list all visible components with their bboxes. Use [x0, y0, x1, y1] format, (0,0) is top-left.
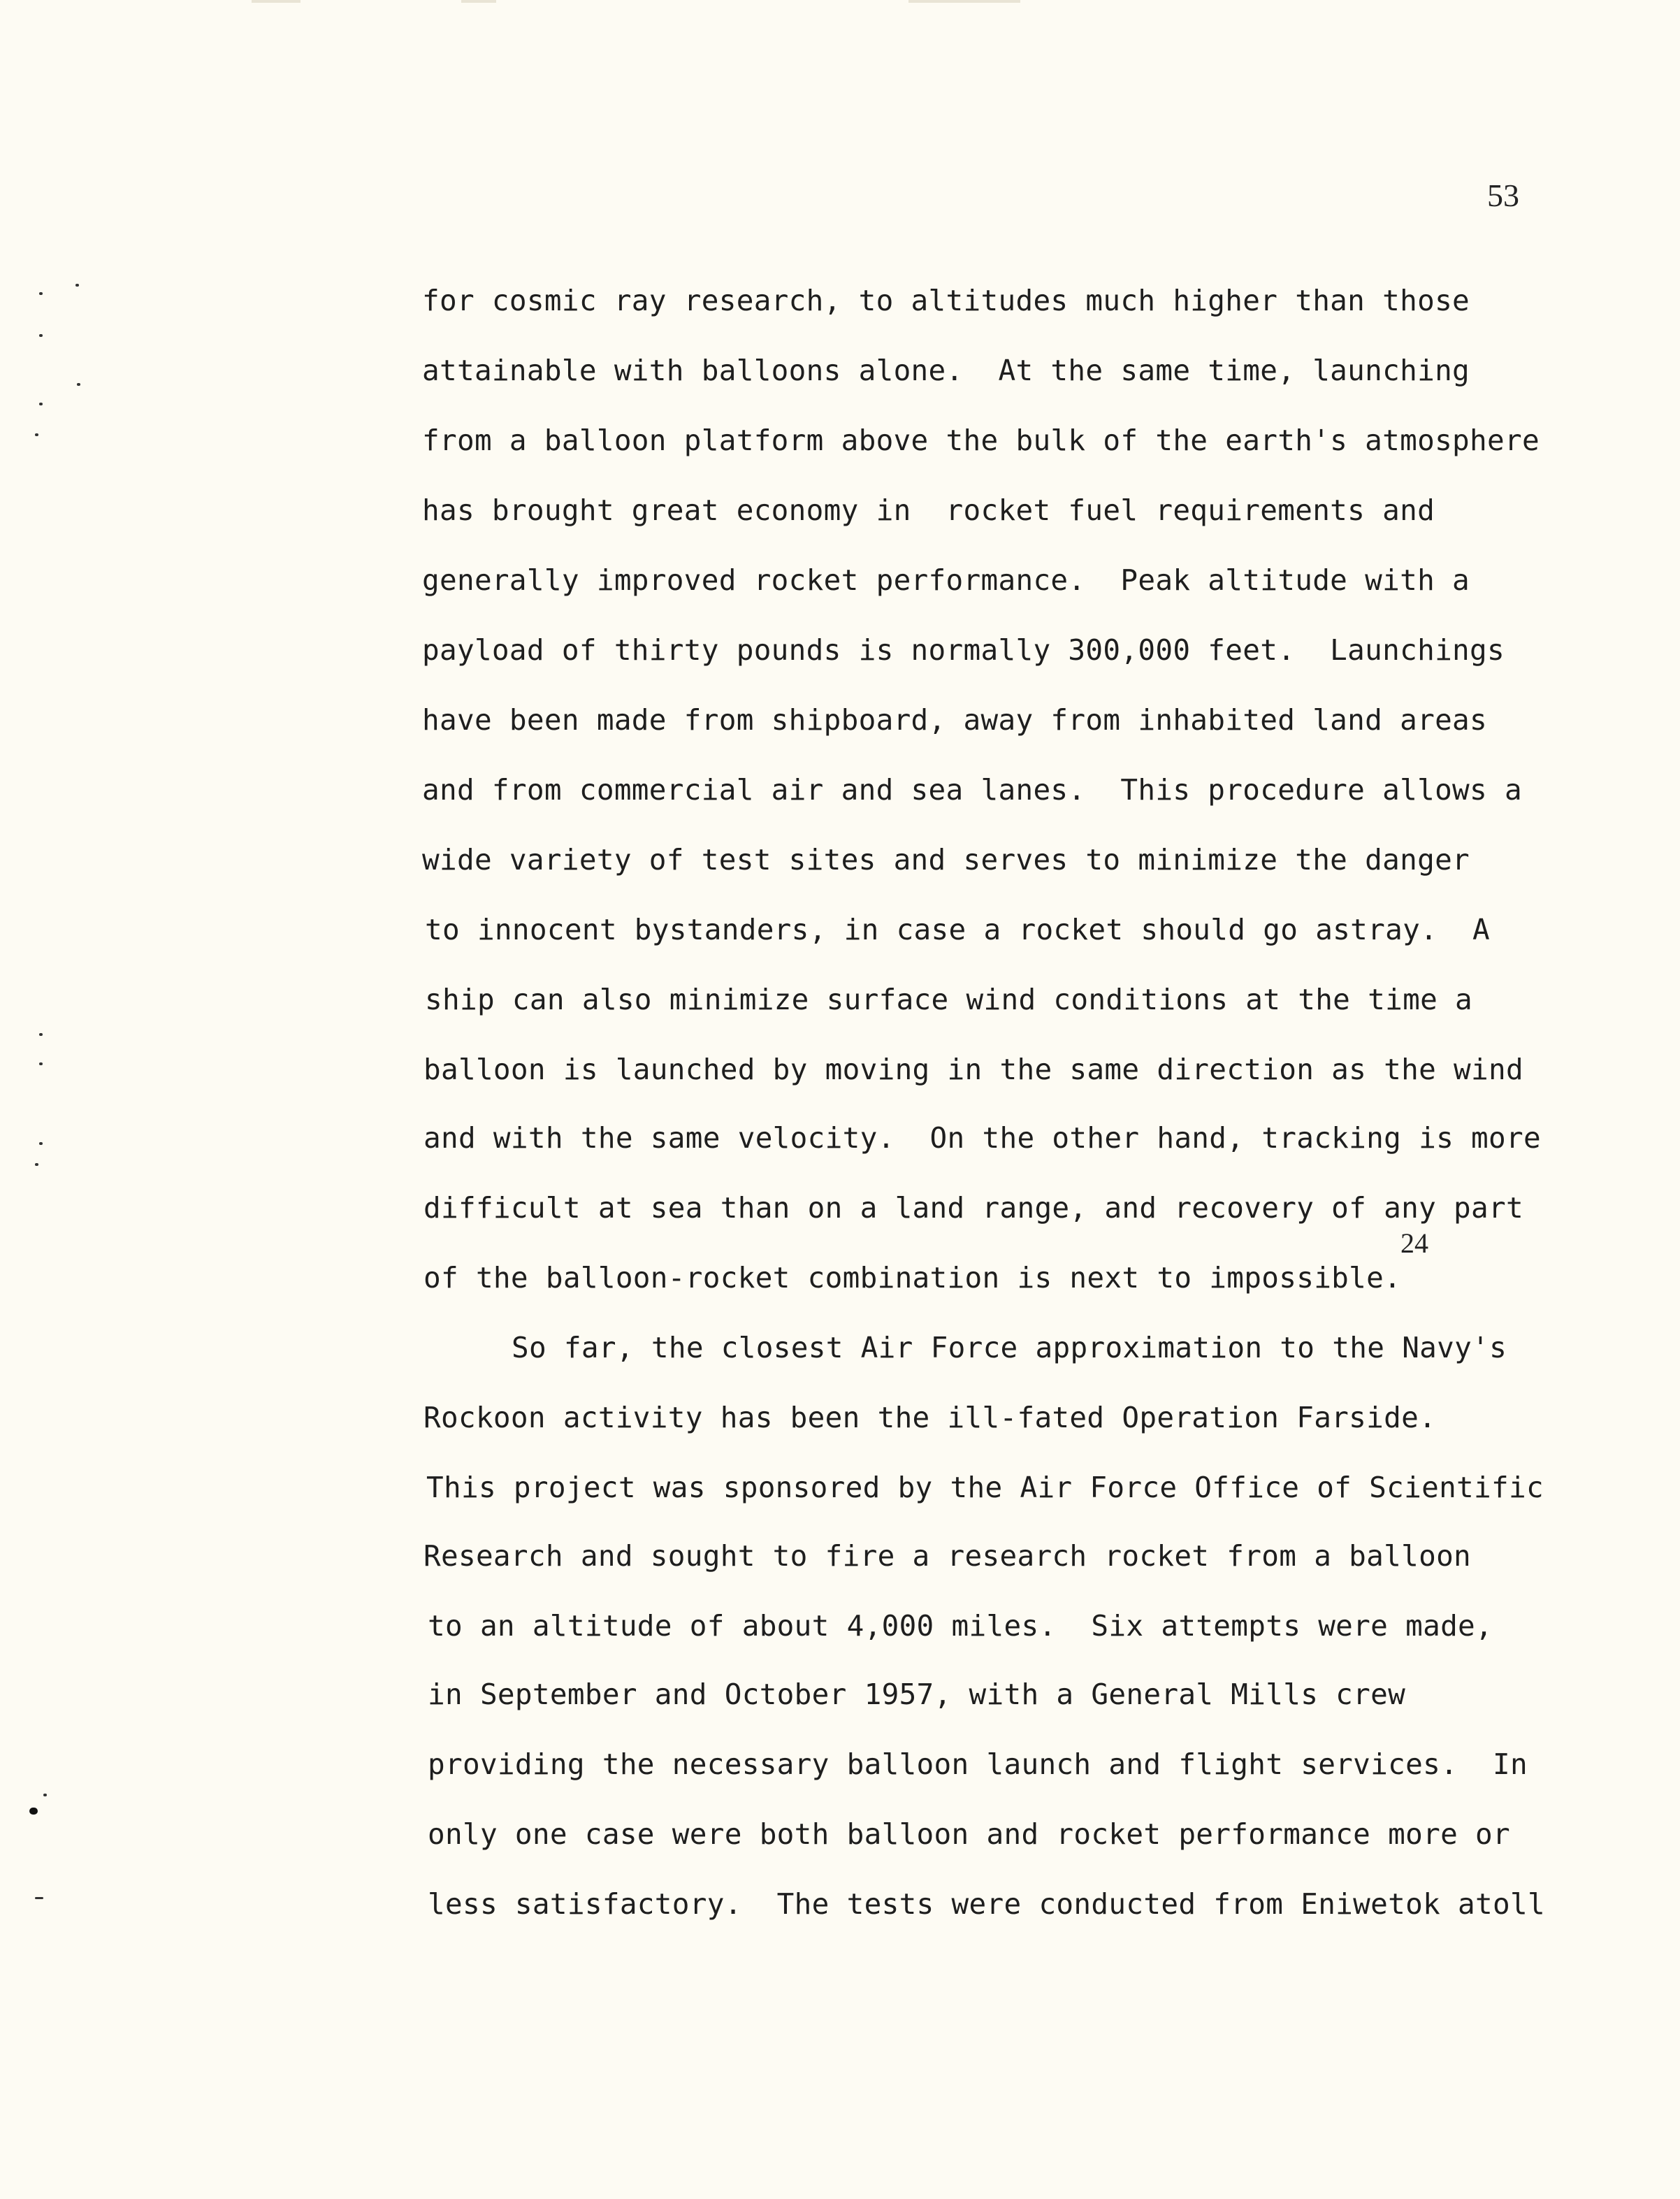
text-line: balloon is launched by moving in the same direction as the wind: [423, 1053, 1523, 1086]
text-line: to innocent bystanders, in case a rocket should go astray. A: [425, 913, 1491, 946]
page-number: 53: [1487, 178, 1519, 213]
margin-mark: [75, 284, 79, 287]
text-line: wide variety of test sites and serves to minimize the danger: [422, 843, 1470, 877]
text-line: providing the necessary balloon launch and flight services. In: [428, 1747, 1528, 1781]
text-line: has brought great economy in rocket fuel requirements and: [422, 493, 1435, 527]
margin-mark: [39, 1142, 43, 1145]
margin-mark: [29, 1808, 38, 1815]
paragraph-first-line: So far, the closest Air Force approximation to the Navy's: [512, 1331, 1507, 1364]
text-line: generally improved rocket performance. Peak altitude with a: [422, 563, 1470, 597]
text-line: Rockoon activity has been the ill-fated Operation Farside.: [423, 1401, 1437, 1434]
top-edge-mark: [252, 0, 300, 3]
text-line: have been made from shipboard, away from inhabited land areas: [422, 703, 1488, 737]
margin-mark: [35, 1163, 38, 1166]
text-line: and with the same velocity. On the other hand, tracking is more: [423, 1121, 1541, 1155]
text-line: from a balloon platform above the bulk of the earth's atmosphere: [422, 424, 1540, 457]
margin-mark: [39, 403, 43, 405]
top-edge-mark: [461, 0, 496, 3]
text-line: Research and sought to fire a research rocket from a balloon: [423, 1539, 1472, 1573]
text-line: attainable with balloons alone. At the same time, launching: [422, 354, 1470, 387]
text-line: payload of thirty pounds is normally 300,000 feet. Launchings: [422, 633, 1505, 667]
margin-mark: [39, 1033, 43, 1036]
text-line: for cosmic ray research, to altitudes much higher than those: [422, 284, 1470, 317]
text-line: only one case were both balloon and rocket performance more or: [428, 1817, 1511, 1851]
text-line: ship can also minimize surface wind conditions at the time a: [425, 983, 1473, 1016]
text-line: difficult at sea than on a land range, and recovery of any part: [423, 1191, 1523, 1225]
margin-mark: [43, 1794, 47, 1796]
text-line: of the balloon-rocket combination is next to impossible.: [423, 1261, 1402, 1295]
text-line: This project was sponsored by the Air Force Office of Scientific: [426, 1471, 1544, 1504]
text-line: less satisfactory. The tests were conducted from Eniwetok atoll: [428, 1887, 1545, 1921]
margin-mark: [39, 334, 43, 337]
text-line: in September and October 1957, with a General Mills crew: [428, 1678, 1406, 1711]
margin-mark: [35, 1897, 43, 1899]
margin-mark: [35, 433, 38, 436]
margin-mark: [77, 383, 80, 386]
text-line: to an altitude of about 4,000 miles. Six attempts were made,: [428, 1609, 1493, 1643]
footnote-reference: 24: [1400, 1227, 1428, 1259]
text-line: and from commercial air and sea lanes. This procedure allows a: [422, 773, 1522, 807]
margin-mark: [39, 292, 43, 295]
top-edge-mark: [908, 0, 1020, 3]
margin-mark: [39, 1062, 43, 1065]
